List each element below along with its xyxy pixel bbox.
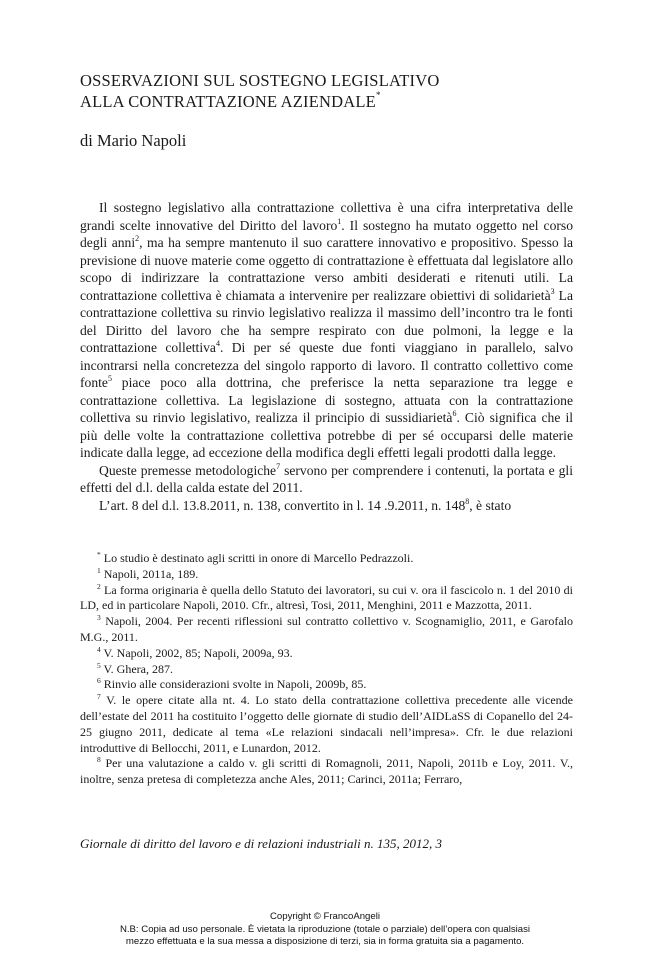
footnote-4 [80,646,573,662]
text-run: Queste premesse metodologiche [99,462,277,478]
footnote-ref-8[interactable]: 8 [465,496,470,506]
author-byline: di Mario Napoli [80,131,187,150]
text-run: , ma ha sempre mantenuto il suo carattere innovativo e propositivo. Spesso la previsione di nuove materie come oggetto di contrattazione è effettuata dal legislatore allo scopo di indirizzare la contrattazione verso ambiti desiderati e ritenuti utili. La contrattazione collettiva è chiamata a intervenire per realizzare obiettivi di solidarietà [80,235,574,303]
footnote-ref-2[interactable]: 2 [135,234,140,243]
footnote-ref-3[interactable]: 3 [550,286,555,296]
footnote-text: Napoli, 2004. Per recenti riflessioni sul contratto collettivo v. Scognamiglio, 2011, e Garofalo M.G., 2011. [80,614,573,644]
footnote-mark: 5 [97,660,101,670]
copyright-line-3: mezzo effettuata e la sua messa a disposizione di terzi, sia in forma gratuita sia a pagamento. [125,936,525,948]
footnote-text: V. le opere citate alla nt. 4. Lo stato della contrattazione collettiva precedente alle vicende dell’estate del 2011 ha costituito l’oggetto delle giornate di studio dell’AIDLaSS di Copanello del 24-25 giugno 2011, dedicate al tema «Le relazioni sindacali nell’impresa». Cfr. le due relazioni introduttive di Bellocchi, 2011, e Lunardon, 2012. [80,693,573,755]
footnote-text: La forma originaria è quella dello Statuto dei lavoratori, su cui v. ora il fascicolo n. 1 del 2010 di LD, ed in particolare Napoli, 2010. Cfr., altresì, Tosi, 2011, Menghini, 2011 e Mazzotta, 2011. [80,582,573,613]
footnote-text: Lo studio è destinato agli scritti in onore di Marcello Pedrazzoli. [100,551,414,565]
footnote-2 [80,583,573,615]
text-run: L’art. 8 del d.l. 13.8.2011, n. 138, convertito in l. 14 .9.2011, n. 148 [99,497,466,513]
footnote-mark: 1 [97,565,101,575]
title-footnote-marker[interactable]: * [375,90,381,100]
footnote-7 [80,693,573,756]
article-body [80,199,573,514]
footnote-ref-6[interactable]: 6 [452,409,457,418]
footnote-text: Napoli, 2011a, 189. [100,566,199,581]
footnote-text: Rinvio alle considerazioni svolte in Napoli, 2009b, 85. [100,677,367,692]
text-run: piace poco alla dottrina, che preferisce la netta separazione tra legge e contrattazione collettiva. La legislazione di sostegno, attuata con la contrattazione collettiva su rinvio legislativo, realizza il principio di sussidiarietà [80,375,573,425]
text-run: . Ciò significa che il più delle volte la contrattazione collettiva potrebbe di per sé occuparsi delle materie indicate dalla legge, ad eccezione della modifica degli effetti legali prodotti dalla legge. [80,410,574,460]
paragraph-3 [80,497,573,515]
footnote-mark: 8 [97,755,101,765]
text-run: . Il sostegno ha mutato oggetto nel corso degli anni [80,217,574,250]
paragraph-2 [80,462,573,497]
footnote-mark: 6 [97,676,101,686]
footnote-8 [80,756,573,788]
footnote-mark: 3 [97,613,101,623]
footnote-ref-7[interactable]: 7 [276,461,281,471]
footnote-ref-5[interactable]: 5 [107,374,112,383]
footnote-star [80,551,573,567]
footnotes [80,551,573,788]
footnote-3 [80,614,573,646]
copyright-notice [0,911,650,949]
text-run: servono per comprendere i contenuti, la portata e gli effetti del d.l. della calda estate del 2011. [80,462,573,495]
footnote-mark: 4 [97,644,101,654]
footnote-5 [80,662,573,678]
journal-citation: Giornale di diritto del lavoro e di relazioni industriali n. 135, 2012, 3 [80,836,442,851]
footnote-1 [80,567,573,583]
footnote-ref-1[interactable]: 1 [337,216,342,226]
footnote-text: Per una valutazione a caldo v. gli scritti di Romagnoli, 2011, Napoli, 2011b e Loy, 2011. V., inoltre, senza pretesa di completezza anche Ales, 2011; Carinci, 2011a; Ferraro, [80,756,573,787]
footnote-mark: 7 [97,692,101,702]
text-run: Il sostegno legislativo alla contrattazione collettiva è una cifra interpretativa delle grandi scelte innovative del Diritto del lavoro [80,200,573,233]
title-line-1: OSSERVAZIONI SUL SOSTEGNO LEGISLATIVO [80,71,440,90]
copyright-line-1: Copyright © FrancoAngeli [270,911,380,922]
footnote-mark: * [97,550,101,559]
footnote-ref-4[interactable]: 4 [215,339,220,348]
article-title [80,70,580,112]
text-run: , è stato [469,497,512,513]
title-line-2 [80,91,580,112]
footnote-mark: 2 [97,581,101,591]
title-line-2-text: ALLA CONTRATTAZIONE AZIENDALE [80,92,376,111]
footnote-text: V. Napoli, 2002, 85; Napoli, 2009a, 93. [100,645,293,660]
footnote-6 [80,677,573,693]
paragraph-1 [80,199,573,462]
footnote-text: V. Ghera, 287. [100,661,173,676]
text-run: La contrattazione collettiva su rinvio legislativo realizza il massimo dell’incontro tra le fonti del Diritto del lavoro che ha sempre respirato con due polmoni, la legge e la contrattazione collettiva [80,287,573,355]
text-run: . Di per sé queste due fonti viaggiano in parallelo, salvo incontrarsi nella concretezza del singolo rapporto di lavoro. Il contratto collettivo come fonte [80,340,574,390]
copyright-line-2: N.B: Copia ad uso personale. È vietata la riproduzione (totale o parziale) dell’opera con qualsiasi [119,923,531,935]
